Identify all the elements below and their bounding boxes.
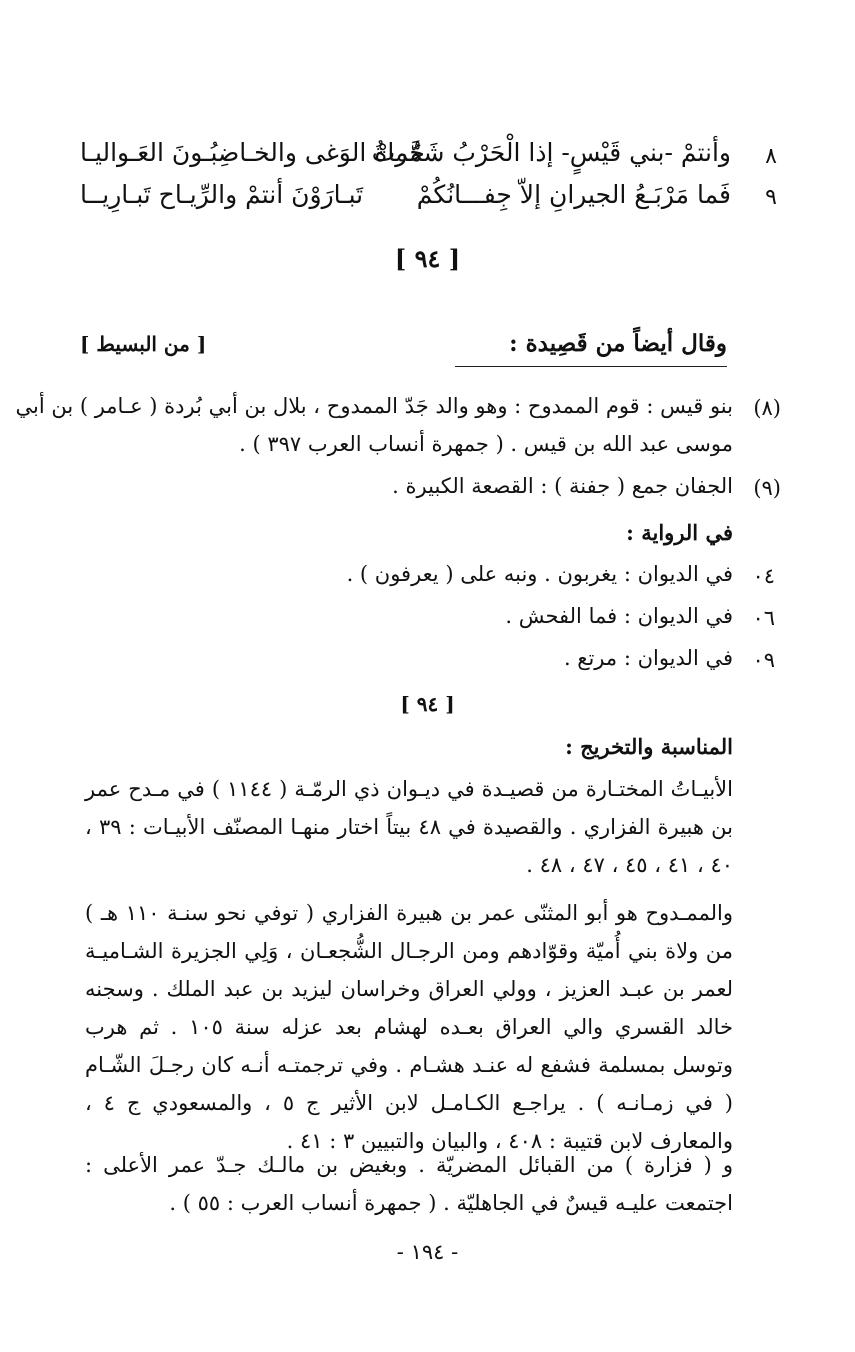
riwaya-heading: في الرواية : xyxy=(626,520,733,545)
verse-second-hemistich: حُماةُ الوَغى والخـاضِبُـونَ العَـواليـا xyxy=(80,138,425,167)
notes-marker: [ ٩٤ ] xyxy=(400,692,455,716)
riwaya-text: في الديوان : يغربون . ونبه على ( يعرفون ) . xyxy=(346,562,733,586)
footnote-number: (٨) xyxy=(753,396,781,420)
verse-second-hemistich: تَبـارَوْنَ أنتمْ والرِّيـاح تَبـارِيــا xyxy=(80,180,364,209)
verse-first-hemistich: وأنتمْ -بني قَيْسٍ- إذا الْحَرْبُ شَمَّرتْ xyxy=(371,138,731,167)
riwaya-number: ٠٦ xyxy=(752,606,775,630)
verse-number: ٨ xyxy=(765,144,777,169)
meter-label: [ من البسيط ] xyxy=(80,332,207,356)
riwaya-number: ٠٩ xyxy=(752,648,775,672)
footnote-text: بنو قيس : قوم الممدوح : وهو والد جَدّ الممدوح ، بلال بن أبي بُردة ( عـامر ) بن أبي xyxy=(15,394,733,418)
footnote-text: موسى عبد الله بن قيس . ( جمهرة أنساب العرب ٣٩٧ ) . xyxy=(239,432,733,456)
paragraph: و ( فزارة ) من القبائل المضريّة . وبغيض بن مالـك جـدّ عمر الأعلى : اجتمعت عليـه قيسٌ في الجاهليّة . ( جمهرة أنساب العرب : ٥٥ ) . xyxy=(85,1153,733,1215)
munasaba-heading: المناسبة والتخريج : xyxy=(565,734,733,759)
paragraph: والممـدوح هو أبو المثنّى عمر بن هبيرة الفزاري ( توفي نحو سنـة ١١٠ هـ ) من ولاة بني أُميّة وقوّادهم ومن الرجـال الشُّجعـان ، وَلِي الجزيرة الشـاميـة لعمر بن عبـد العزيز ، وولي العراق وخراسان ليزيد بن عبد الملك . وسجنه خالد القسري والي العراق بعـده لهشام بعد عزله سنة ١٠٥ . ثم هرب وتوسل بمسلمة فشفع له عنـد هشـام . وفي ترجمتـه أنـه كان رجـلَ الشّـام ( في زمـانـه ) . يراجـع الكـامـل لابن الأثير ج ٥ ، والمسعودي ج ٤ ، والمعارف لابن قتيبة : ٤٠٨ ، والبيان والتبيين ٣ : ٤١ . xyxy=(85,901,734,1153)
verse-first-hemistich: فَما مَرْبَـعُ الجيرانِ إلاّ جِفـــانُكُمْ xyxy=(416,180,731,209)
riwaya-text: في الديوان : مرتع . xyxy=(563,646,733,670)
paragraph: الأبيـاتُ المختـارة من قصيـدة في ديـوان ذي الرمّـة ( ١١٤٤ ) في مـدح عمر بن هبيرة الفزاري . والقصيدة في ٤٨ بيتاً اختار منهـا المصنّف الأبيـات : ٣٩ ، ٤٠ ، ٤١ ، ٤٥ ، ٤٧ ، ٤٨ . xyxy=(85,777,733,877)
footnote-text: الجفان جمع ( جفنة ) : القصعة الكبيرة . xyxy=(392,474,733,498)
section-number: [ ٩٤ ] xyxy=(394,244,461,273)
poem-heading: وقال أيضاً من قَصِيدة : xyxy=(509,330,727,357)
verse-number: ٩ xyxy=(765,185,777,210)
riwaya-number: ٠٤ xyxy=(752,564,775,588)
page-number: - ١٩٤ - xyxy=(396,1240,459,1264)
riwaya-text: في الديوان : فما الفحش . xyxy=(505,604,733,628)
heading-underline xyxy=(455,366,727,367)
footnote-number: (٩) xyxy=(753,476,781,500)
